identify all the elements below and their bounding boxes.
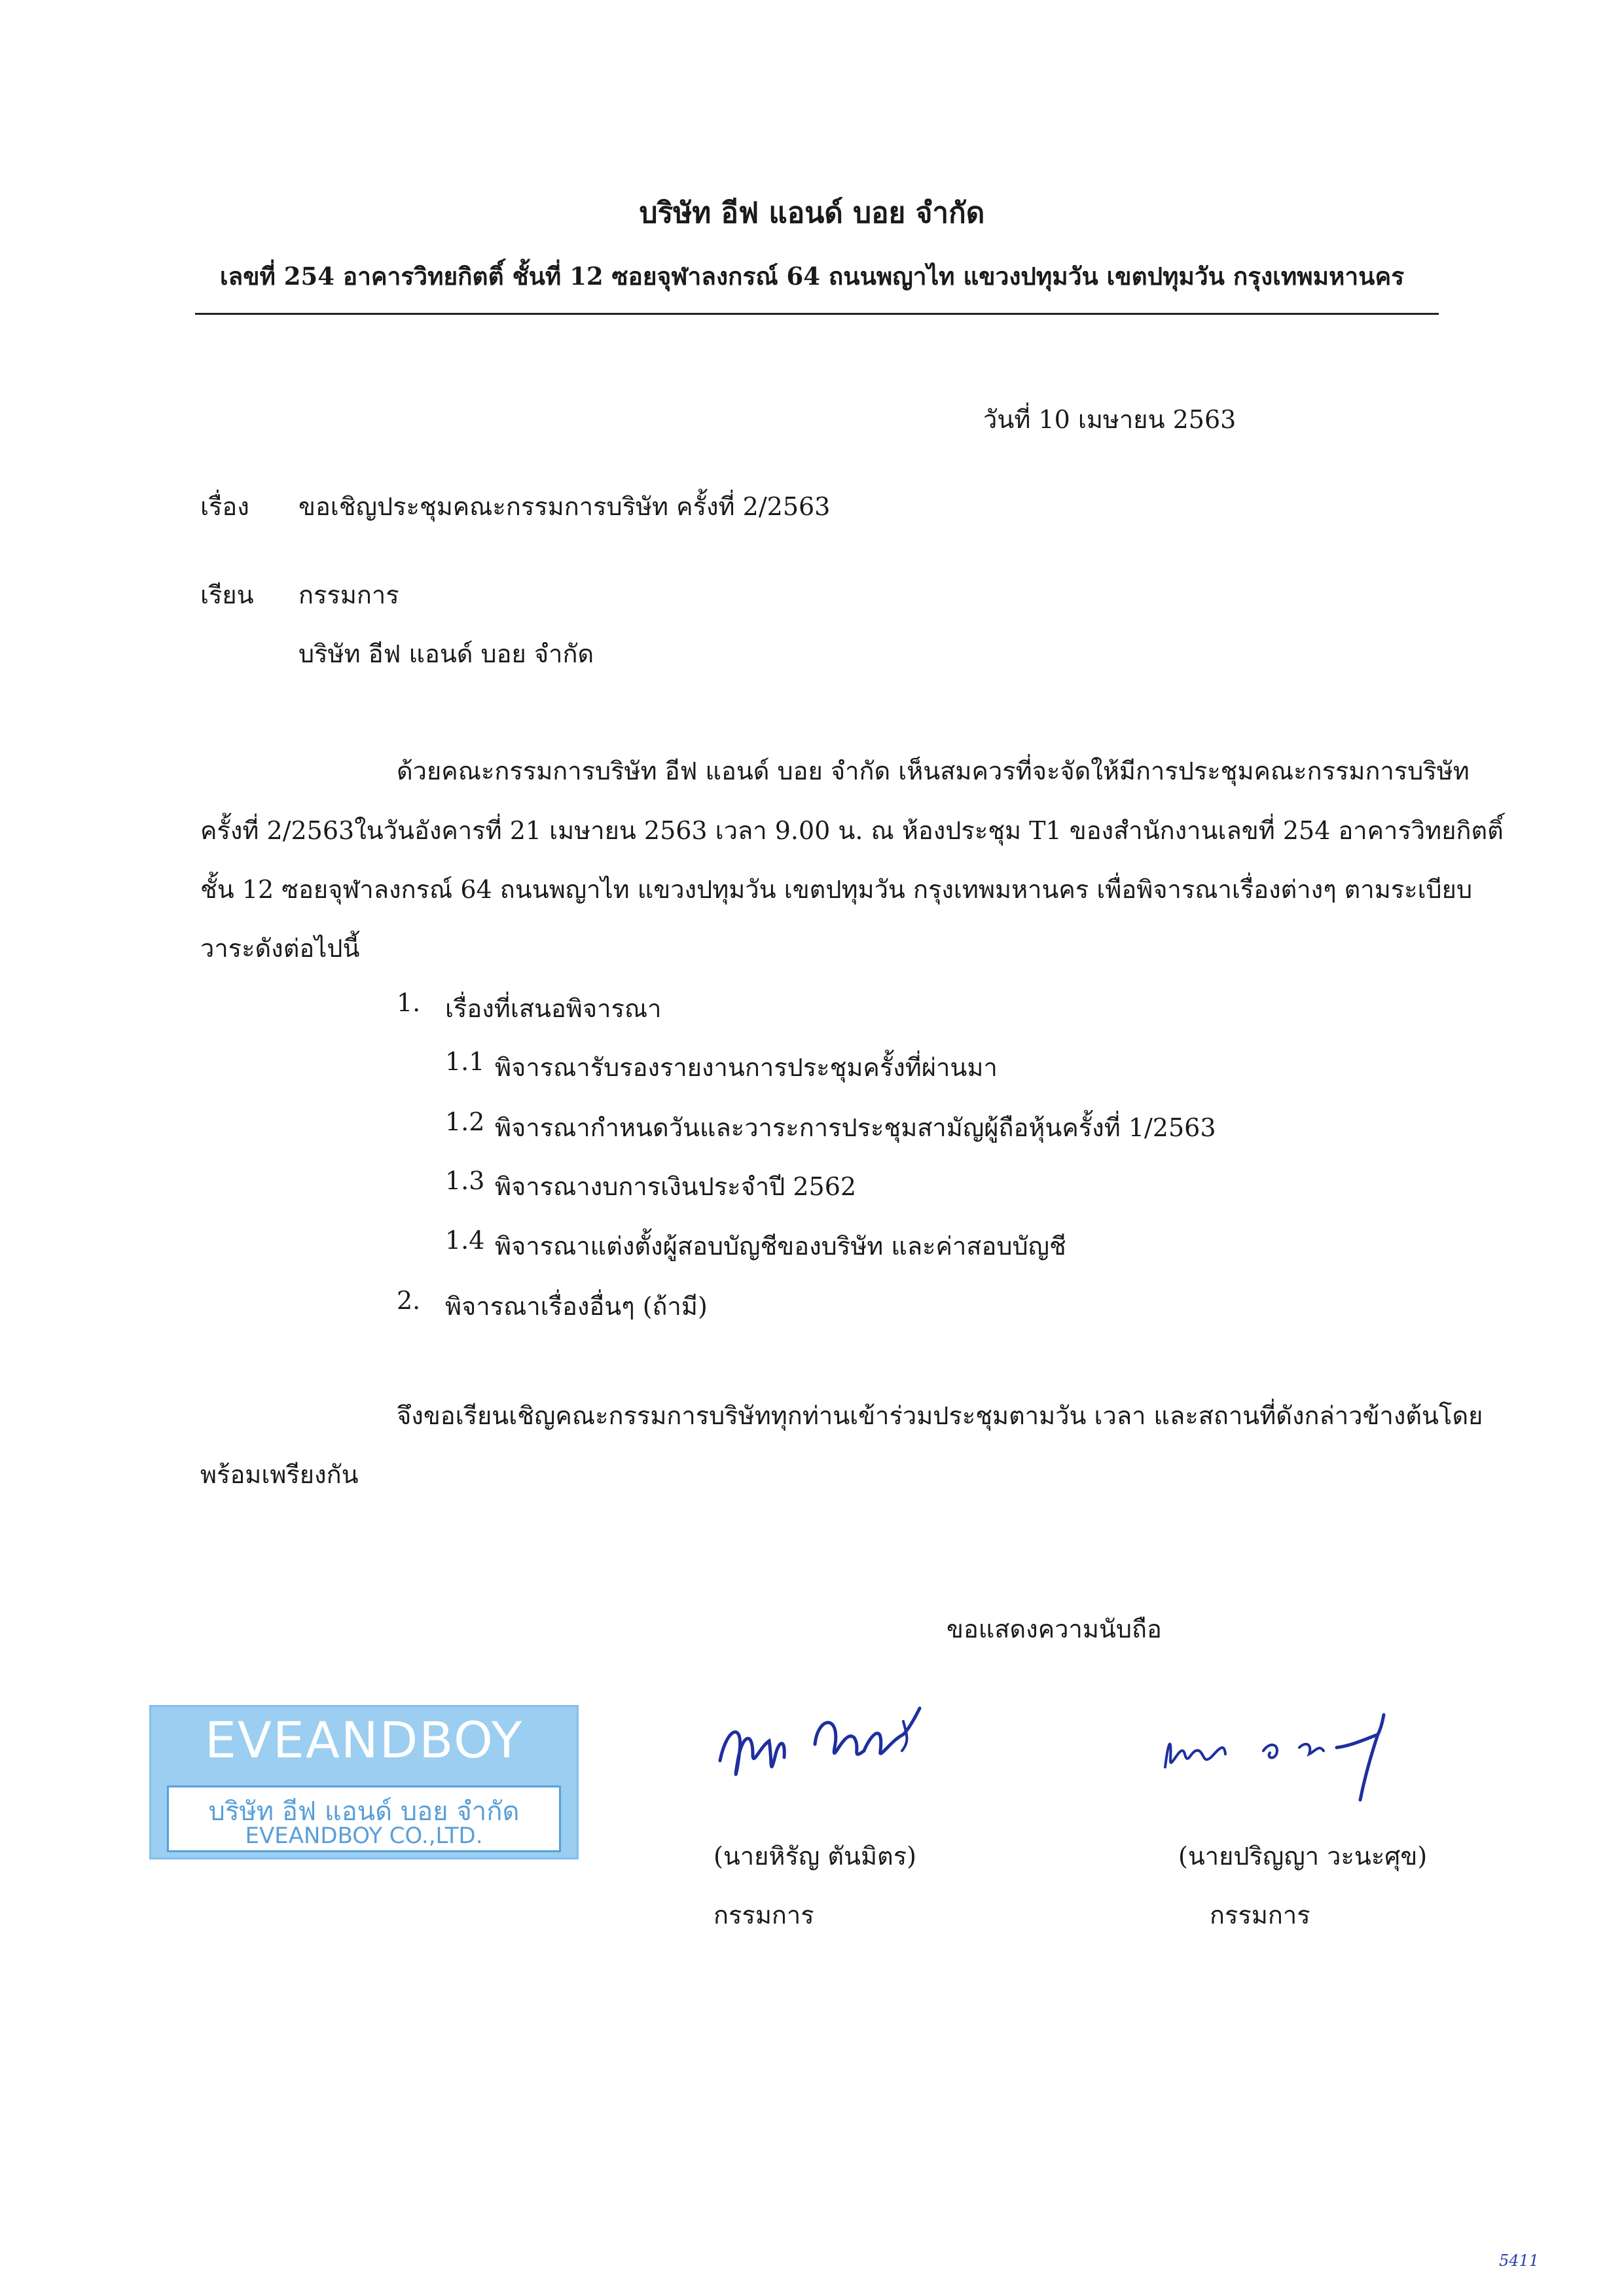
header-divider bbox=[195, 313, 1439, 315]
subject-text: ขอเชิญประชุมคณะกรรมการบริษัท ครั้งที่ 2/2563 bbox=[298, 492, 831, 521]
signatory-2-name: (นายปริญญา วะนะศุข) bbox=[1178, 1842, 1428, 1871]
recipient-line-1: กรรมการ bbox=[298, 581, 399, 609]
company-title: บริษัท อีฟ แอนด์ บอย จำกัด bbox=[639, 196, 985, 230]
stamp-box bbox=[167, 1785, 561, 1852]
company-stamp bbox=[149, 1705, 579, 1859]
agenda-number: 1.2 bbox=[445, 1107, 485, 1136]
agenda-number: 2. bbox=[397, 1286, 421, 1315]
signatory-1-name: (นายหิรัญ ตันมิตร) bbox=[713, 1842, 916, 1871]
closing-line-2: พร้อมเพรียงกัน bbox=[200, 1460, 359, 1489]
signatory-2-title: กรรมการ bbox=[1210, 1901, 1310, 1929]
company-address: เลขที่ 254 อาคารวิทยกิตติ์ ชั้นที่ 12 ซอยจุฬาลงกรณ์ 64 ถนนพญาไท แขวงปทุมวัน เขตปทุมวัน กรุงเทพมหานคร bbox=[219, 262, 1405, 291]
agenda-item: พิจารณากำหนดวันและวาระการประชุมสามัญผู้ถือหุ้นครั้งที่ 1/2563 bbox=[495, 1113, 1216, 1142]
body-line-2: ครั้งที่ 2/2563ในวันอังคารที่ 21 เมษายน 2563 เวลา 9.00 น. ณ ห้องประชุม T1 ของสำนักงานเลขที่ 254 อาคารวิทยกิตติ์ bbox=[200, 816, 1504, 845]
stamp-brand: EVEANDBOY bbox=[204, 1711, 524, 1769]
body-line-3: ชั้น 12 ซอยจุฬาลงกรณ์ 64 ถนนพญาไท แขวงปทุมวัน เขตปทุมวัน กรุงเทพมหานคร เพื่อพิจารณาเรื่องต่างๆ ตามระเบียบ bbox=[200, 875, 1473, 904]
agenda-item: พิจารณางบการเงินประจำปี 2562 bbox=[495, 1172, 857, 1201]
recipient-line-2: บริษัท อีฟ แอนด์ บอย จำกัด bbox=[298, 639, 594, 668]
stamp-thai-name: บริษัท อีฟ แอนด์ บอย จำกัด bbox=[208, 1797, 520, 1827]
body-line-1: ด้วยคณะกรรมการบริษัท อีฟ แอนด์ บอย จำกัด เห็นสมควรที่จะจัดให้มีการประชุมคณะกรรมการบริษัท bbox=[397, 757, 1470, 785]
body-line-4: วาระดังต่อไปนี้ bbox=[200, 934, 360, 963]
stamp-english-name: EVEANDBOY CO.,LTD. bbox=[245, 1823, 483, 1849]
agenda-item: เรื่องที่เสนอพิจารณา bbox=[445, 994, 662, 1023]
page-mark: 5411 bbox=[1499, 2251, 1540, 2270]
letter-date: วันที่ 10 เมษายน 2563 bbox=[983, 405, 1236, 434]
recipient-label: เรียน bbox=[200, 581, 254, 609]
closing-line-1: จึงขอเรียนเชิญคณะกรรมการบริษัททุกท่านเข้าร่วมประชุมตามวัน เวลา และสถานที่ดังกล่าวข้างต้นโดย bbox=[397, 1401, 1483, 1430]
agenda-number: 1. bbox=[397, 988, 421, 1017]
agenda-item: พิจารณาแต่งตั้งผู้สอบบัญชีของบริษัท และค่าสอบบัญชี bbox=[495, 1232, 1066, 1261]
signature-1 bbox=[707, 1689, 929, 1806]
agenda-number: 1.1 bbox=[445, 1047, 485, 1076]
agenda-item: พิจารณาเรื่องอื่นๆ (ถ้ามี) bbox=[445, 1292, 708, 1321]
agenda-number: 1.3 bbox=[445, 1166, 485, 1195]
signature-2 bbox=[1152, 1689, 1414, 1806]
agenda-number: 1.4 bbox=[445, 1226, 485, 1255]
signatory-1-title: กรรมการ bbox=[713, 1901, 814, 1929]
subject-label: เรื่อง bbox=[200, 492, 249, 521]
complimentary-close: ขอแสดงความนับถือ bbox=[947, 1615, 1162, 1643]
agenda-item: พิจารณารับรองรายงานการประชุมครั้งที่ผ่านมา bbox=[495, 1053, 998, 1082]
